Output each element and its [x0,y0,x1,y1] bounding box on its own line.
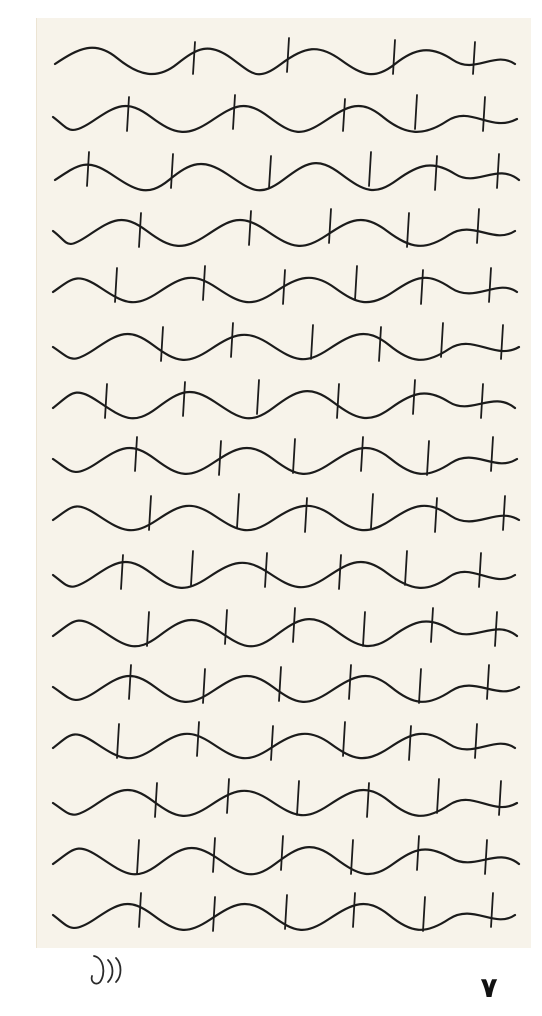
handwritten-lines-container [37,18,531,948]
handwritten-line-7-strokes [45,372,525,428]
handwritten-line-3-strokes [45,144,525,200]
page-number: ٧ [480,971,498,1004]
handwritten-line-11 [45,600,525,656]
handwritten-line-1-strokes [45,30,525,86]
handwritten-line-15-strokes [45,828,525,884]
handwritten-line-9 [45,486,525,542]
handwritten-line-15 [45,828,525,884]
handwritten-line-10 [45,543,525,599]
handwritten-line-3 [45,144,525,200]
handwritten-line-14 [45,771,525,827]
catchword-mark-strokes [86,948,130,988]
handwritten-line-13 [45,714,525,770]
catchword-mark [86,948,130,988]
handwritten-text-block [36,18,531,948]
handwritten-line-16-strokes [45,885,525,941]
handwritten-line-8 [45,429,525,485]
handwritten-line-5 [45,258,525,314]
handwritten-line-10-strokes [45,543,525,599]
handwritten-line-5-strokes [45,258,525,314]
handwritten-line-4-strokes [45,201,525,257]
handwritten-line-6 [45,315,525,371]
handwritten-line-14-strokes [45,771,525,827]
handwritten-line-16 [45,885,525,941]
handwritten-line-2 [45,87,525,143]
handwritten-line-6-strokes [45,315,525,371]
handwritten-line-9-strokes [45,486,525,542]
handwritten-line-13-strokes [45,714,525,770]
handwritten-line-8-strokes [45,429,525,485]
handwritten-line-11-strokes [45,600,525,656]
handwritten-line-7 [45,372,525,428]
handwritten-line-2-strokes [45,87,525,143]
handwritten-line-4 [45,201,525,257]
handwritten-line-1 [45,30,525,86]
handwritten-line-12-strokes [45,657,525,713]
handwritten-line-12 [45,657,525,713]
